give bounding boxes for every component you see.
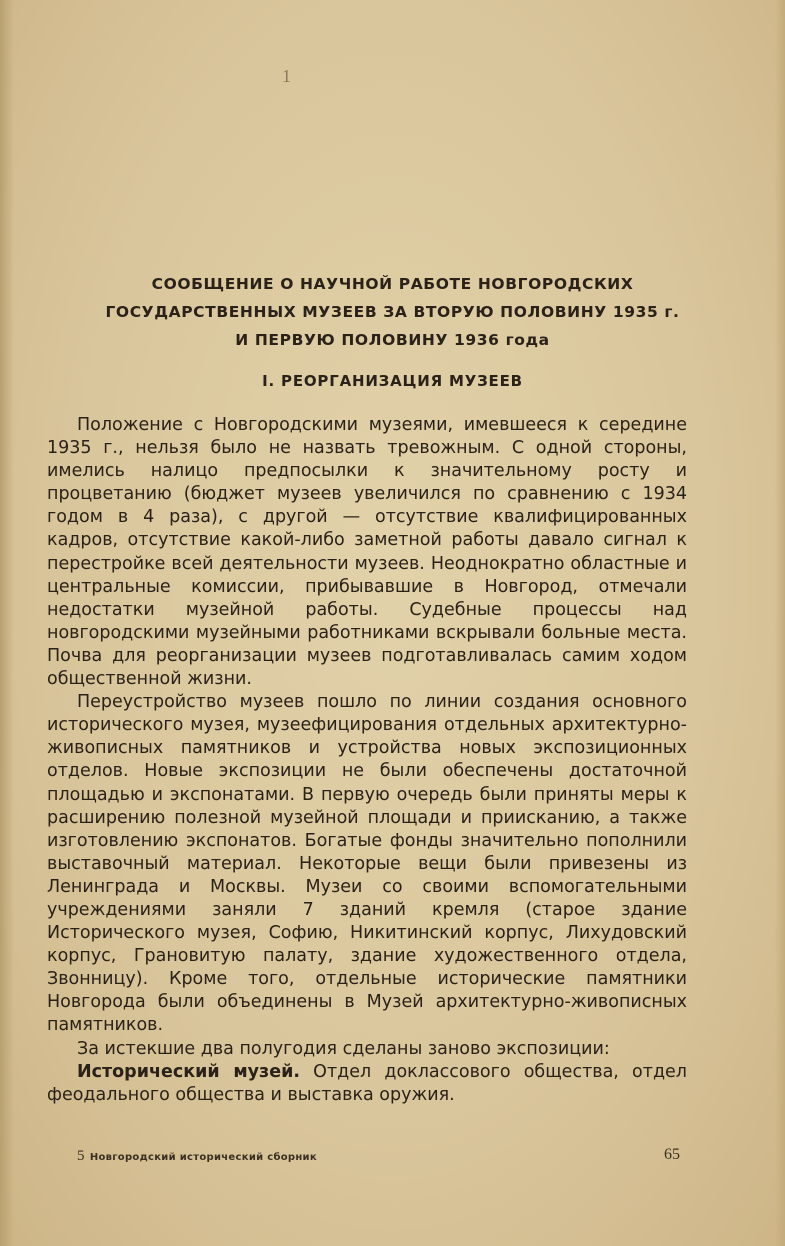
paragraph-4 <box>47 1061 687 1107</box>
document-title <box>60 270 725 354</box>
signature-mark: 5 <box>77 1148 85 1164</box>
paragraph-4-bold: Исторический музей. <box>77 1061 300 1082</box>
paragraph-4-rest: Отдел доклассового общества, отдел феодального общества и выставка оружия. <box>47 1061 687 1105</box>
page-number: 65 <box>664 1146 680 1163</box>
section-heading: I. РЕОРГАНИЗАЦИЯ МУЗЕЕВ <box>262 372 523 390</box>
binding-shadow <box>0 0 14 1246</box>
body-text <box>47 414 687 1107</box>
title-line-2: ГОСУДАРСТВЕННЫХ МУЗЕЕВ ЗА ВТОРУЮ ПОЛОВИНУ 1935 г. <box>105 303 680 321</box>
title-line-1: СООБЩЕНИЕ О НАУЧНОЙ РАБОТЕ НОВГОРОДСКИХ <box>151 275 634 293</box>
paragraph-1: Положение с Новгородскими музеями, имевшееся к середине 1935 г., нельзя было не назвать тревожным. С одной стороны, имелись налицо предпосылки к значительному росту и процветанию (бюджет музеев увеличился по сравнению с 1934 годом в 4 раза), с другой — отсутствие квалифицированных кадров, отсутствие какой-либо заметной работы давало сигнал к перестройке всей деятельности музеев. Неоднократно областные и центральные комиссии, прибывавшие в Новгород, отмечали недостатки музейной работы. Судебные процессы над новгородскими музейными работниками вскрывали больные места. Почва для реорганизации музеев подготавливалась самим ходом общественной жизни. <box>47 415 687 690</box>
source-title: Новгородский исторический сборник <box>89 1152 317 1163</box>
margin-mark: 1 <box>282 66 291 86</box>
footer-source <box>77 1148 317 1165</box>
edge-shadow <box>775 0 785 1246</box>
paragraph-2: Переустройство музеев пошло по линии создания основного исторического музея, музеефицирования отдельных архитектурно-живописных памятников и устройства новых экспозиционных отделов. Новые экспозиции не были обеспечены достаточной площадью и экспонатами. В первую очередь были приняты меры к расширению полезной музейной площади и прииcканию, а также изготовлению экспонатов. Богатые фонды значительно пополнили выставочный материал. Некоторые вещи были привезены из Ленинграда и Москвы. Музеи со своими вспомогательными учреждениями заняли 7 зданий кремля (старое здание Исторического музея, Софию, Никитинский корпус, Лихудовский корпус, Грановитую палату, здание художественного отдела, Звонницу). Кроме того, отдельные исторические памятники Новгорода были объединены в Музей архитектурно-живописных памятников. <box>47 692 687 1036</box>
paragraph-3: За истекшие два полугодия сделаны заново экспозиции: <box>77 1038 610 1059</box>
title-line-3: И ПЕРВУЮ ПОЛОВИНУ 1936 года <box>235 331 550 349</box>
